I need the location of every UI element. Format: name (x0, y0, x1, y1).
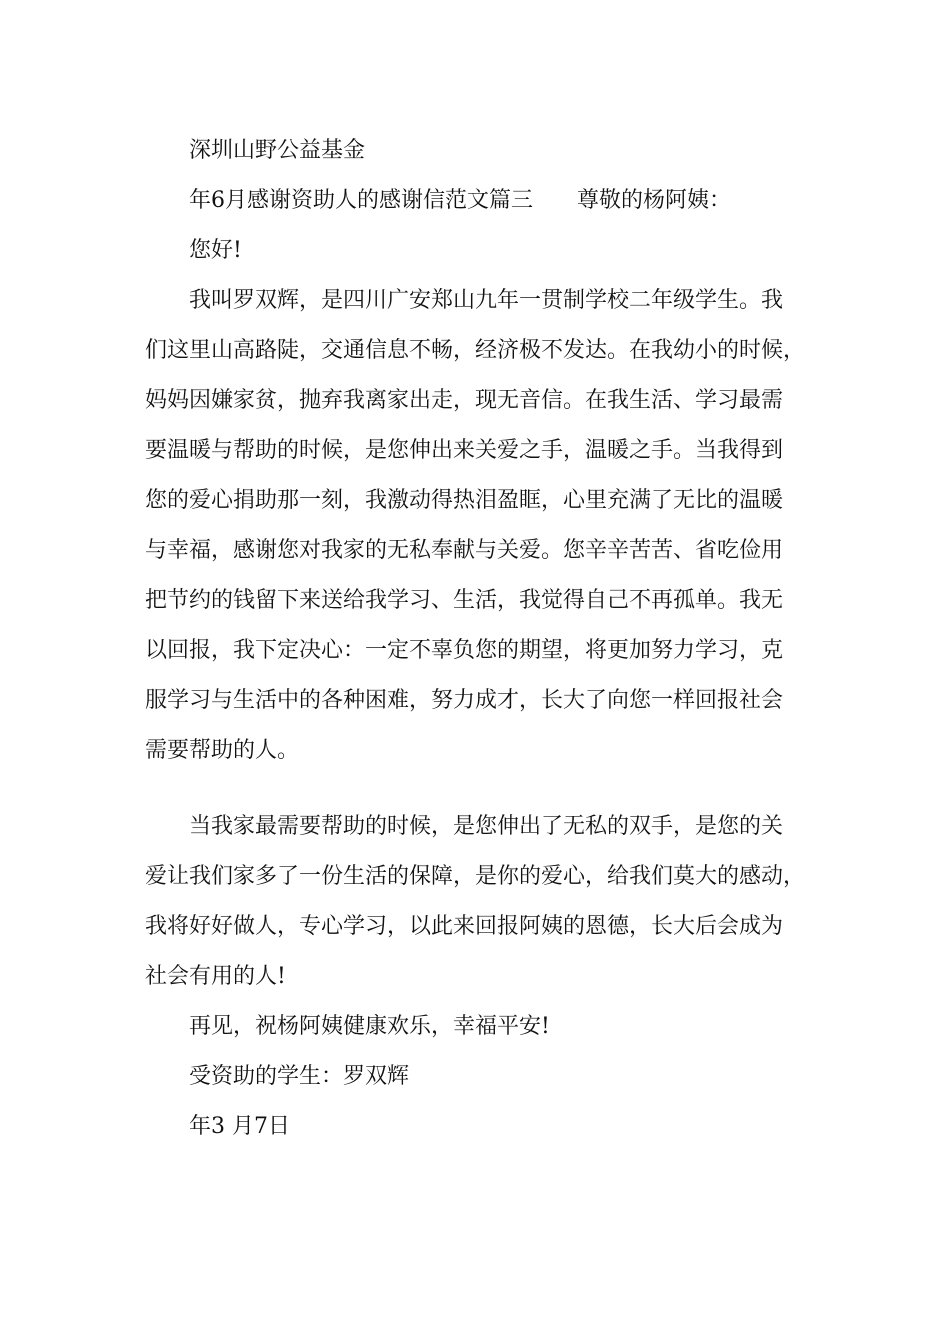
letter-title: 年6月感谢资助人的感谢信范文篇三 (189, 188, 533, 213)
heading-line (189, 186, 731, 216)
paragraph-1-line: 您的爱心捐助那一刻，我激动得热泪盈眶，心里充满了无比的温暖 (145, 488, 784, 513)
paragraph-1-line: 需要帮助的人。 (145, 738, 300, 763)
paragraph-1-line: 们这里山高路陡，交通信息不畅，经济极不发达。在我幼小的时候， (145, 338, 806, 363)
greeting-line: 您好! (189, 238, 242, 263)
signature-line: 受资助的学生：罗双辉 (189, 1064, 410, 1089)
salutation: 尊敬的杨阿姨： (577, 188, 732, 213)
paragraph-1-line: 妈妈因嫌家贫，抛弃我离家出走，现无音信。在我生活、学习最需 (145, 388, 784, 413)
organization-line: 深圳山野公益基金 (189, 138, 366, 163)
paragraph-2-line: 我将好好做人，专心学习，以此来回报阿姨的恩德，长大后会成为 (145, 914, 784, 939)
paragraph-1-line: 要温暖与帮助的时候，是您伸出来关爱之手，温暖之手。当我得到 (145, 438, 784, 463)
paragraph-2-line: 社会有用的人! (145, 964, 286, 989)
paragraph-2-line: 当我家最需要帮助的时候，是您伸出了无私的双手，是您的关 (189, 814, 784, 839)
paragraph-1-line: 与幸福，感谢您对我家的无私奉献与关爱。您辛辛苦苦、省吃俭用 (145, 538, 784, 563)
paragraph-1-line: 把节约的钱留下来送给我学习、生活，我觉得自己不再孤单。我无 (145, 588, 784, 613)
paragraph-1-line: 服学习与生活中的各种困难，努力成才，长大了向您一样回报社会 (145, 688, 784, 713)
date-line: 年3 月7日 (189, 1114, 290, 1139)
paragraph-2-line: 爱让我们家多了一份生活的保障，是你的爱心，给我们莫大的感动， (145, 864, 806, 889)
paragraph-1-line: 我叫罗双辉，是四川广安郑山九年一贯制学校二年级学生。我 (189, 288, 784, 313)
closing-line: 再见，祝杨阿姨健康欢乐，幸福平安! (189, 1014, 550, 1039)
paragraph-1-line: 以回报，我下定决心：一定不辜负您的期望，将更加努力学习，克 (145, 638, 784, 663)
